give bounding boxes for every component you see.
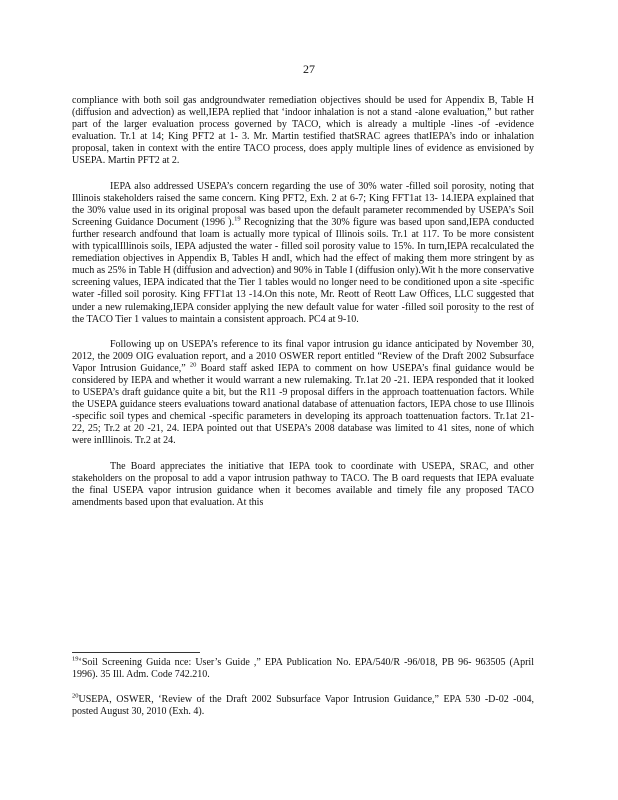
paragraph-text: compliance with both soil gas andgroundwater remediation objectives should be used for Appendix B, Table H (diffusion and advection) as well,IEPA replied that ‘indoor inhalation is not a stand -alone evaluation,” but rather part of the larger evaluation process governed by TACO, which is already a multiple -lines -of -evidence evaluation. Tr.1 at 14; King PFT2 at 1- 3. Mr. Martin testified thatSRAC agrees thatIEPA’s indo or inhalation proposal, taken in context with the entire TACO process, does apply multiple lines of evidence as envisioned by USEPA. Martin PFT2 at 2.	[72, 95, 534, 167]
paragraph-text: IEPA also addressed USEPA’s concern regarding the use of 30% water -filled soil porosity, noting that Illinois stakeholders raised the same concern. King PFT2, Exh. 2 at 6-7; King FFT1at 13- 14.IEPA explained that the 30% value used in its original proposal was based upon the default parameter recommended by USEPA’s Soil Screening Guidance Document (1996 ).	[72, 180, 534, 228]
paragraph	[72, 95, 534, 168]
footnote-reference[interactable]: 20	[189, 361, 197, 369]
paragraph-text: The Board appreciates the initiative that IEPA took to coordinate with USEPA, SRAC, and other stakeholders on the proposal to add a vapor intrusion pathway to TACO. The B oard requests that IEPA evaluate the final USEPA vapor intrusion guidance when it becomes available and timely file any proposed TACO amendments based upon that evaluation. At this	[72, 460, 534, 508]
paragraph	[72, 339, 534, 448]
page-number: 27	[303, 62, 315, 76]
paragraph-text: Board staff asked IEPA to comment on how USEPA’s final guidance would be considered by IEPA and whether it would warrant a new rulemaking. Tr.1at 20 -21. IEPA responded that it looked to USEPA’s draft guidance quite a bit, but the R11 -9 proposal differs in the approach toattenuation factors. While the USEPA guidance steers evaluations toward anational database of attenuation factors, IEPA chose to use Illinois -specific soil types and chemical -specific parameters in developing its approach toattenuation factors. Tr.1at 21- 22, 25; Tr.2 at 20 -21, 24. IEPA pointed out that USEPA’s 2008 database was limited to 41 sites, none of which were inIllinois. Tr.2 at 24.	[72, 362, 535, 447]
paragraph	[72, 461, 534, 509]
footnote-text: USEPA, OSWER, ‘Review of the Draft 2002 Subsurface Vapor Intrusion Guidance,” EPA 530 -D-02 -004, posted August 30, 2010 (Exh. 4).	[72, 693, 534, 718]
footnote-mark: 20	[72, 692, 79, 700]
footnote-mark: 19	[72, 655, 79, 663]
footnote	[72, 657, 534, 682]
paragraph	[72, 181, 534, 326]
body-text	[72, 95, 534, 509]
footnote-text: ‘Soil Screening Guida nce: User’s Guide ,” EPA Publication No. EPA/540/R -96/018, PB 96- 963505 (April 1996). 35 Ill. Adm. Code 742.210.	[72, 657, 534, 681]
paragraph-text: Following up on USEPA’s reference to its final vapor intrusion gu idance anticipated by November 30, 2012, the 2009 OIG evaluation report, and a 2010 OSWER report entitled “Review of the Draft 2002 Subsurface Vapor Intrusion Guidance,”	[72, 338, 534, 374]
paragraph-text: Recognizing that the 30% figure was based upon sand,IEPA conducted further research andfound that loam is actually more typical of Illinois soils. Tr.1 at 117. To be more consistent with typicalIllinois soils, IEPA adjusted the water - filled soil porosity value to 15%. In turn,IEPA recalculated the remediation objectives in Appendix B, Tables H andI, which had the effect of making them more stringent by as much as 25% in Table H (diffusion and advection) and 90% in Table I (diffusion only).Wit h the more conservative screening values, IEPA indicated that the Tier 1 tables would no longer need to be conditioned upon a site -specific water -filled soil porosity. King FFT1at 13 -14.On this note, Mr. Reott of Reott Law Offices, LLC suggested that under a new rulemaking,IEPA consider applying the new default value for water -filled soil porosity to the rest of the TACO Tier 1 values to maintain a consistent approach. PC4 at 9-10.	[72, 216, 534, 325]
footnote-separator	[72, 652, 200, 653]
footnote-reference[interactable]: 19	[234, 215, 241, 223]
footnote	[72, 694, 534, 719]
footnotes	[72, 657, 534, 731]
